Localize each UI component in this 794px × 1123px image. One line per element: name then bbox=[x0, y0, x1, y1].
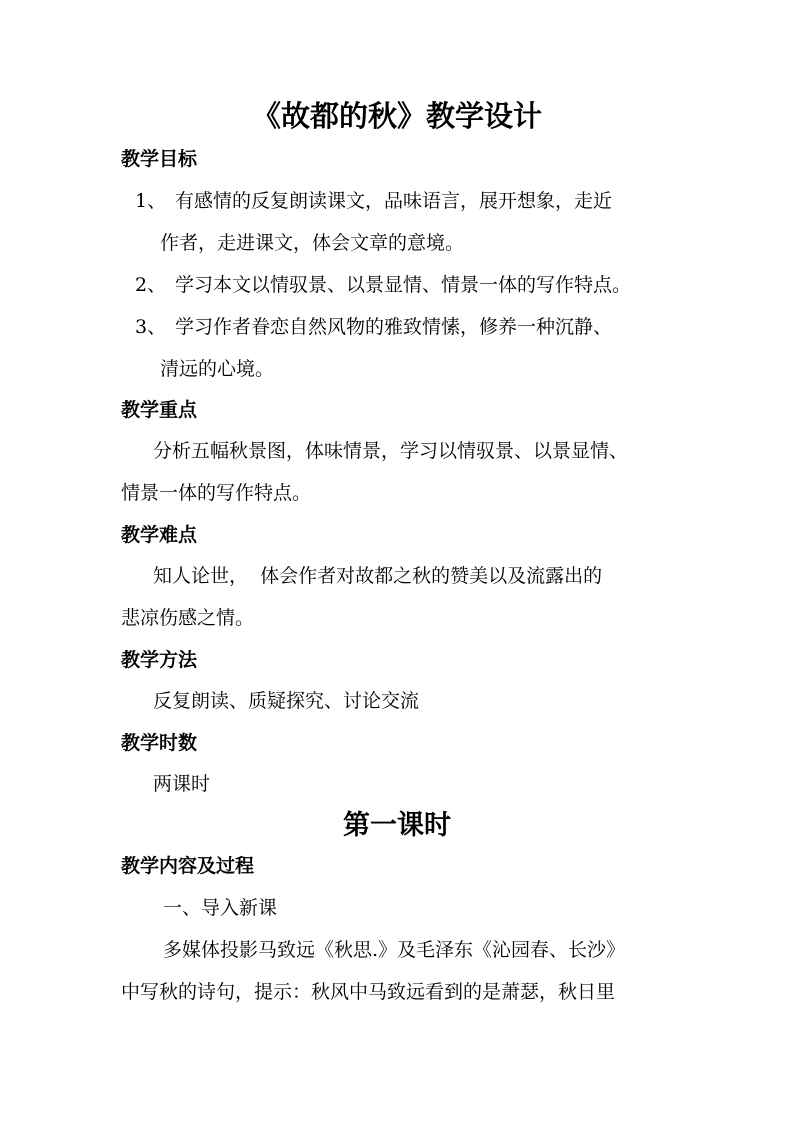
key-points-heading: 教学重点 bbox=[121, 399, 198, 421]
objective-item-1-continuation: 作者，走进课文，体会文章的意境。 bbox=[160, 232, 465, 254]
lesson-title: 第一课时 bbox=[343, 810, 451, 841]
methods-text: 反复朗读、质疑探究、讨论交流 bbox=[153, 690, 420, 712]
document-title: 《故都的秋》教学设计 bbox=[251, 99, 542, 133]
key-points-text: 分析五幅秋景图，体味情景，学习以情驭景、以景显情、 bbox=[153, 440, 629, 462]
hours-heading: 教学时数 bbox=[121, 732, 198, 754]
objective-text: 学习本文以情驭景、以景显情、情景一体的写作特点。 bbox=[175, 274, 632, 296]
key-points-text-continuation: 情景一体的写作特点。 bbox=[121, 482, 312, 504]
objective-text: 有感情的反复朗读课文，品味语言，展开想象，走近 bbox=[175, 190, 613, 212]
objective-number: 3、 bbox=[135, 316, 167, 338]
objective-number: 2、 bbox=[135, 274, 167, 296]
difficulties-text-continuation: 悲凉伤感之情。 bbox=[121, 607, 255, 629]
difficulties-text: 知人论世， 体会作者对故都之秋的赞美以及流露出的 bbox=[153, 565, 603, 587]
content-heading: 教学内容及过程 bbox=[121, 855, 255, 877]
objective-number: 1、 bbox=[135, 190, 167, 212]
methods-heading: 教学方法 bbox=[121, 649, 198, 671]
paragraph-text-continuation: 中写秋的诗句，提示：秋风中马致远看到的是萧瑟，秋日里 bbox=[121, 981, 616, 1003]
step-heading: 一、导入新课 bbox=[163, 897, 278, 919]
objectives-heading: 教学目标 bbox=[121, 148, 198, 170]
hours-text: 两课时 bbox=[153, 773, 211, 795]
objective-item-1 bbox=[135, 189, 612, 213]
objective-text: 学习作者眷恋自然风物的雅致情愫，修养一种沉静、 bbox=[175, 316, 613, 338]
objective-item-3 bbox=[135, 315, 612, 339]
objective-item-2 bbox=[135, 273, 631, 297]
objective-item-3-continuation: 清远的心境。 bbox=[160, 358, 275, 380]
paragraph-text: 多媒体投影马致远《秋思.》及毛泽东《沁园春、长沙》 bbox=[163, 939, 626, 961]
difficulties-heading: 教学难点 bbox=[121, 524, 198, 546]
